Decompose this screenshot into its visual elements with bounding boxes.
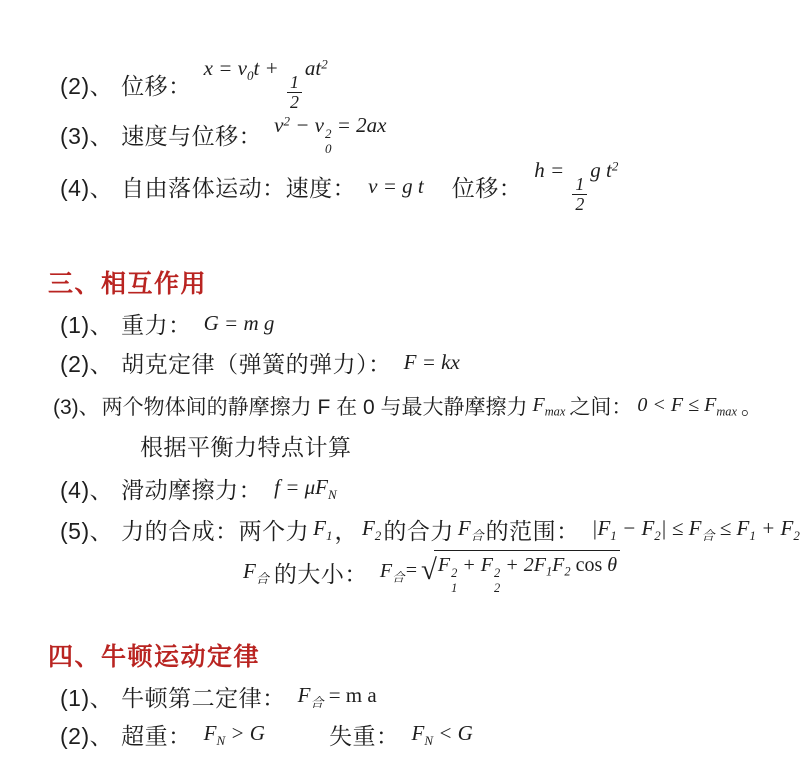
formula-composition-range: $|F_1 - F_2| \le F_合 \le F_1 + F_2$ [591,516,800,543]
formula-displacement: $x = v_0t$ + $\frac{1}{2}$ $at^2$ [203,56,328,113]
item-number: (2)、 [60,72,114,99]
formula-line-weight [60,718,473,750]
static-friction-text2: 之间： [569,396,633,419]
formula-f2: $F_2$ [361,516,382,543]
item-number: (3)、 [60,122,114,149]
period-mark: 。 [740,396,762,419]
note-text: 根据平衡力特点计算 [140,433,352,460]
weightless-label: 失重： [328,722,400,749]
formula-hooke: F = kx [403,349,460,374]
static-friction-text: 两个物体间的静摩擦力 F 在 0 与最大静摩擦力 [101,396,528,419]
formula-line-free-fall [60,158,619,215]
item-number: (2)、 [60,350,114,377]
item-number: (5)、 [60,517,114,544]
composition-text2: 的合力 [383,517,454,544]
overweight-label: 超重： [121,722,192,749]
formula-line-velocity-displacement [60,112,387,157]
formula-gravity: G = m g [203,310,275,335]
speed-label: 速度： [285,174,357,201]
item-label: 速度与位移： [121,122,263,149]
note-line-balance [140,430,352,460]
formula-line-sliding-friction [60,472,337,504]
formula-line-hooke [60,346,460,378]
formula-f1: $F_1$ [313,516,333,543]
formula-sliding-friction: $f = \mu F_N$ [274,475,337,502]
formula-second-law: $F_合 = m$ a [297,683,377,710]
item-label: 位移： [121,72,192,99]
item-number: (4)、 [60,174,114,201]
formula-velocity-displacement: $v^2 - v$ 2 0 = 2ax [274,112,387,157]
item-number: (1)、 [60,311,114,338]
section-heading-newton: 四、牛顿运动定律 [48,643,261,671]
comma-mark: ， [334,517,358,544]
item-number: (4)、 [60,476,114,503]
item-number: (2)、 [60,722,114,749]
formula-fnet: $F_合$ [457,516,484,543]
item-number: (3)、 [53,396,100,419]
formula-line-displacement [60,57,328,111]
disp-label: 位移： [451,174,523,201]
formula-magnitude: $F_合=$ √ F 2 1 + F 2 2 + $2F_1F_2$ cos θ [380,550,620,594]
formula-line-magnitude [243,550,620,594]
magnitude-label: 的大小： [273,560,368,587]
item-number: (1)、 [60,684,114,711]
item-label: 自由落体运动： [121,174,286,201]
formula-line-static-friction [53,389,762,423]
formula-friction-range: $0 < F \le F_{max}$ [637,393,737,419]
formula-line-gravity [60,307,274,339]
formula-overweight: $F_N > G$ [203,721,265,748]
item-label: 力的合成：两个力 [121,517,310,544]
formula-free-fall-speed: v = g t [368,173,424,198]
formula-weightless: $F_N < G$ [411,721,473,748]
formula-free-fall-displacement: h = $\frac{1}{2}$ g $t^2$ [534,158,619,215]
item-label: 滑动摩擦力： [121,476,263,503]
item-label: 胡克定律（弹簧的弹力）： [121,350,392,377]
formula-fmax: $F_{max}$ [532,393,566,419]
formula-line-composition [60,511,800,547]
formula-fnet-symbol: $F_合$ [243,559,269,586]
item-label: 牛顿第二定律： [121,684,286,711]
section-heading-interaction: 三、相互作用 [48,270,208,298]
composition-text3: 的范围： [485,517,580,544]
item-label: 重力： [121,311,192,338]
formula-line-second-law [60,680,377,712]
